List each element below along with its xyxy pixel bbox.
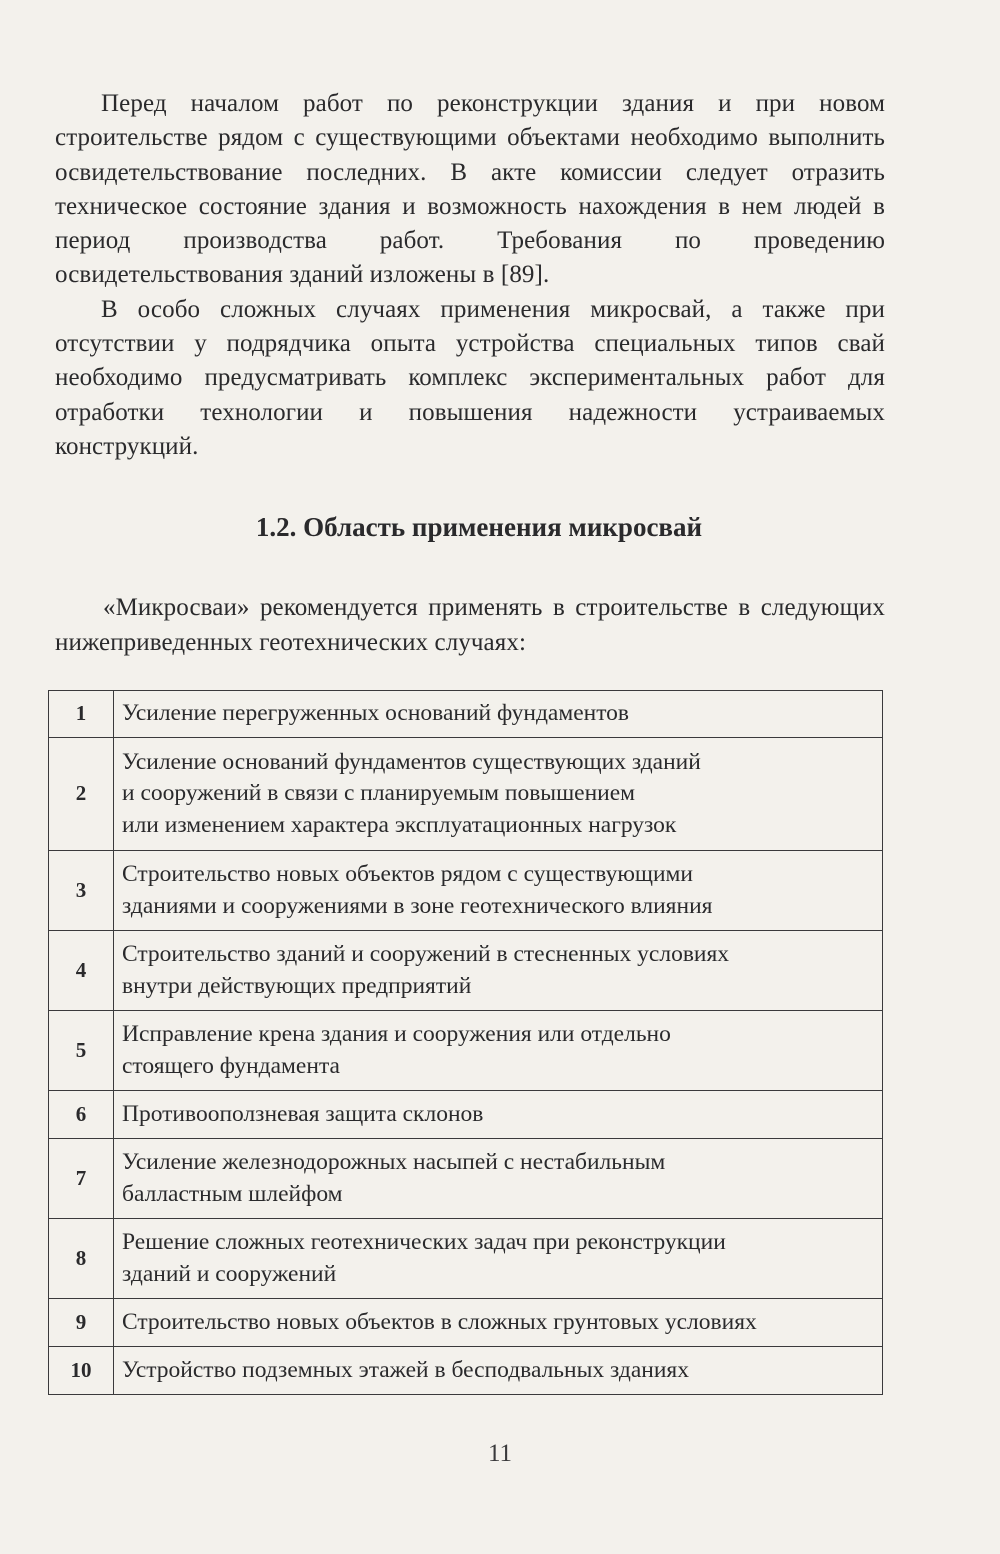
row-description-line: Усиление оснований фундаментов существующих зданий bbox=[122, 748, 701, 775]
row-description bbox=[114, 691, 883, 738]
row-description bbox=[114, 738, 883, 851]
row-number: 9 bbox=[49, 1299, 114, 1347]
row-description-line: или изменением характера эксплуатационных нагрузок bbox=[122, 811, 677, 838]
row-description-line: Противооползневая защита склонов bbox=[122, 1100, 484, 1127]
table-row bbox=[49, 1219, 883, 1299]
row-description bbox=[114, 1219, 883, 1299]
table-row bbox=[49, 1139, 883, 1219]
row-number: 7 bbox=[49, 1139, 114, 1219]
row-description bbox=[114, 1347, 883, 1395]
row-description bbox=[114, 1091, 883, 1139]
row-description-line: Усиление перегруженных оснований фундаментов bbox=[122, 700, 630, 727]
row-description bbox=[114, 931, 883, 1011]
row-description-line: стоящего фундамента bbox=[122, 1052, 340, 1079]
row-description-line: балластным шлейфом bbox=[122, 1180, 343, 1207]
row-description bbox=[114, 1139, 883, 1219]
cases-table bbox=[48, 690, 883, 1395]
row-number: 5 bbox=[49, 1011, 114, 1091]
table-row bbox=[49, 1347, 883, 1395]
table-row bbox=[49, 1011, 883, 1091]
table-row bbox=[49, 738, 883, 851]
row-number: 1 bbox=[49, 691, 114, 738]
row-description-line: Строительство новых объектов рядом с существующими bbox=[122, 861, 693, 887]
row-description-line: Строительство новых объектов в сложных грунтовых условиях bbox=[122, 1308, 757, 1335]
page-number: 11 bbox=[487, 1440, 513, 1467]
row-description-line: зданий и сооружений bbox=[122, 1260, 337, 1287]
row-description bbox=[114, 1299, 883, 1347]
row-number: 3 bbox=[49, 851, 114, 931]
row-number: 2 bbox=[49, 738, 114, 851]
table-row bbox=[49, 851, 883, 931]
row-description-line: Решение сложных геотехнических задач при реконструкции bbox=[122, 1229, 726, 1255]
row-description bbox=[114, 851, 883, 931]
row-number: 4 bbox=[49, 931, 114, 1011]
intro-paragraph: «Микросваи» рекомендуется применять в строительстве в следующих нижеприведенных геотехнических случаях: bbox=[55, 594, 885, 656]
row-number: 10 bbox=[49, 1347, 114, 1395]
table-row bbox=[49, 931, 883, 1011]
table-row bbox=[49, 1091, 883, 1139]
row-number: 6 bbox=[49, 1091, 114, 1139]
row-description-line: и сооружений в связи с планируемым повышением bbox=[122, 780, 636, 807]
page-body bbox=[55, 87, 885, 660]
table-row bbox=[49, 1299, 883, 1347]
row-description-line: Исправление крена здания и сооружения или отдельно bbox=[122, 1021, 671, 1047]
table-row bbox=[49, 691, 883, 738]
row-description-line: Устройство подземных этажей в бесподвальных зданиях bbox=[122, 1356, 689, 1383]
row-description-line: Усиление железнодорожных насыпей с нестабильным bbox=[122, 1149, 666, 1175]
paragraph-experimental-works: В особо сложных случаях применения микросвай, а также при отсутствии у подрядчика опыта устройства специальных типов свай необходимо предусматривать комплекс экспериментальных работ для отработки технологии и повышения надежности устраиваемых конструкций. bbox=[55, 295, 885, 460]
row-description-line: Строительство зданий и сооружений в стесненных условиях bbox=[122, 941, 730, 967]
row-description-line: зданиями и сооружениями в зоне геотехнического влияния bbox=[122, 892, 713, 919]
section-heading: 1.2. Область применения микросвай bbox=[255, 512, 703, 543]
row-description bbox=[114, 1011, 883, 1091]
row-number: 8 bbox=[49, 1219, 114, 1299]
row-description-line: внутри действующих предприятий bbox=[122, 972, 472, 999]
paragraph-survey: Перед началом работ по реконструкции здания и при новом строительстве рядом с существующими объектами необходимо выполнить освидетельствование последних. В акте комиссии следует отразить техническое состояние здания и возможность нахождения в нем людей в период производства работ. Требования по проведению освидетельствования зданий изложены в [89]. bbox=[55, 90, 885, 289]
